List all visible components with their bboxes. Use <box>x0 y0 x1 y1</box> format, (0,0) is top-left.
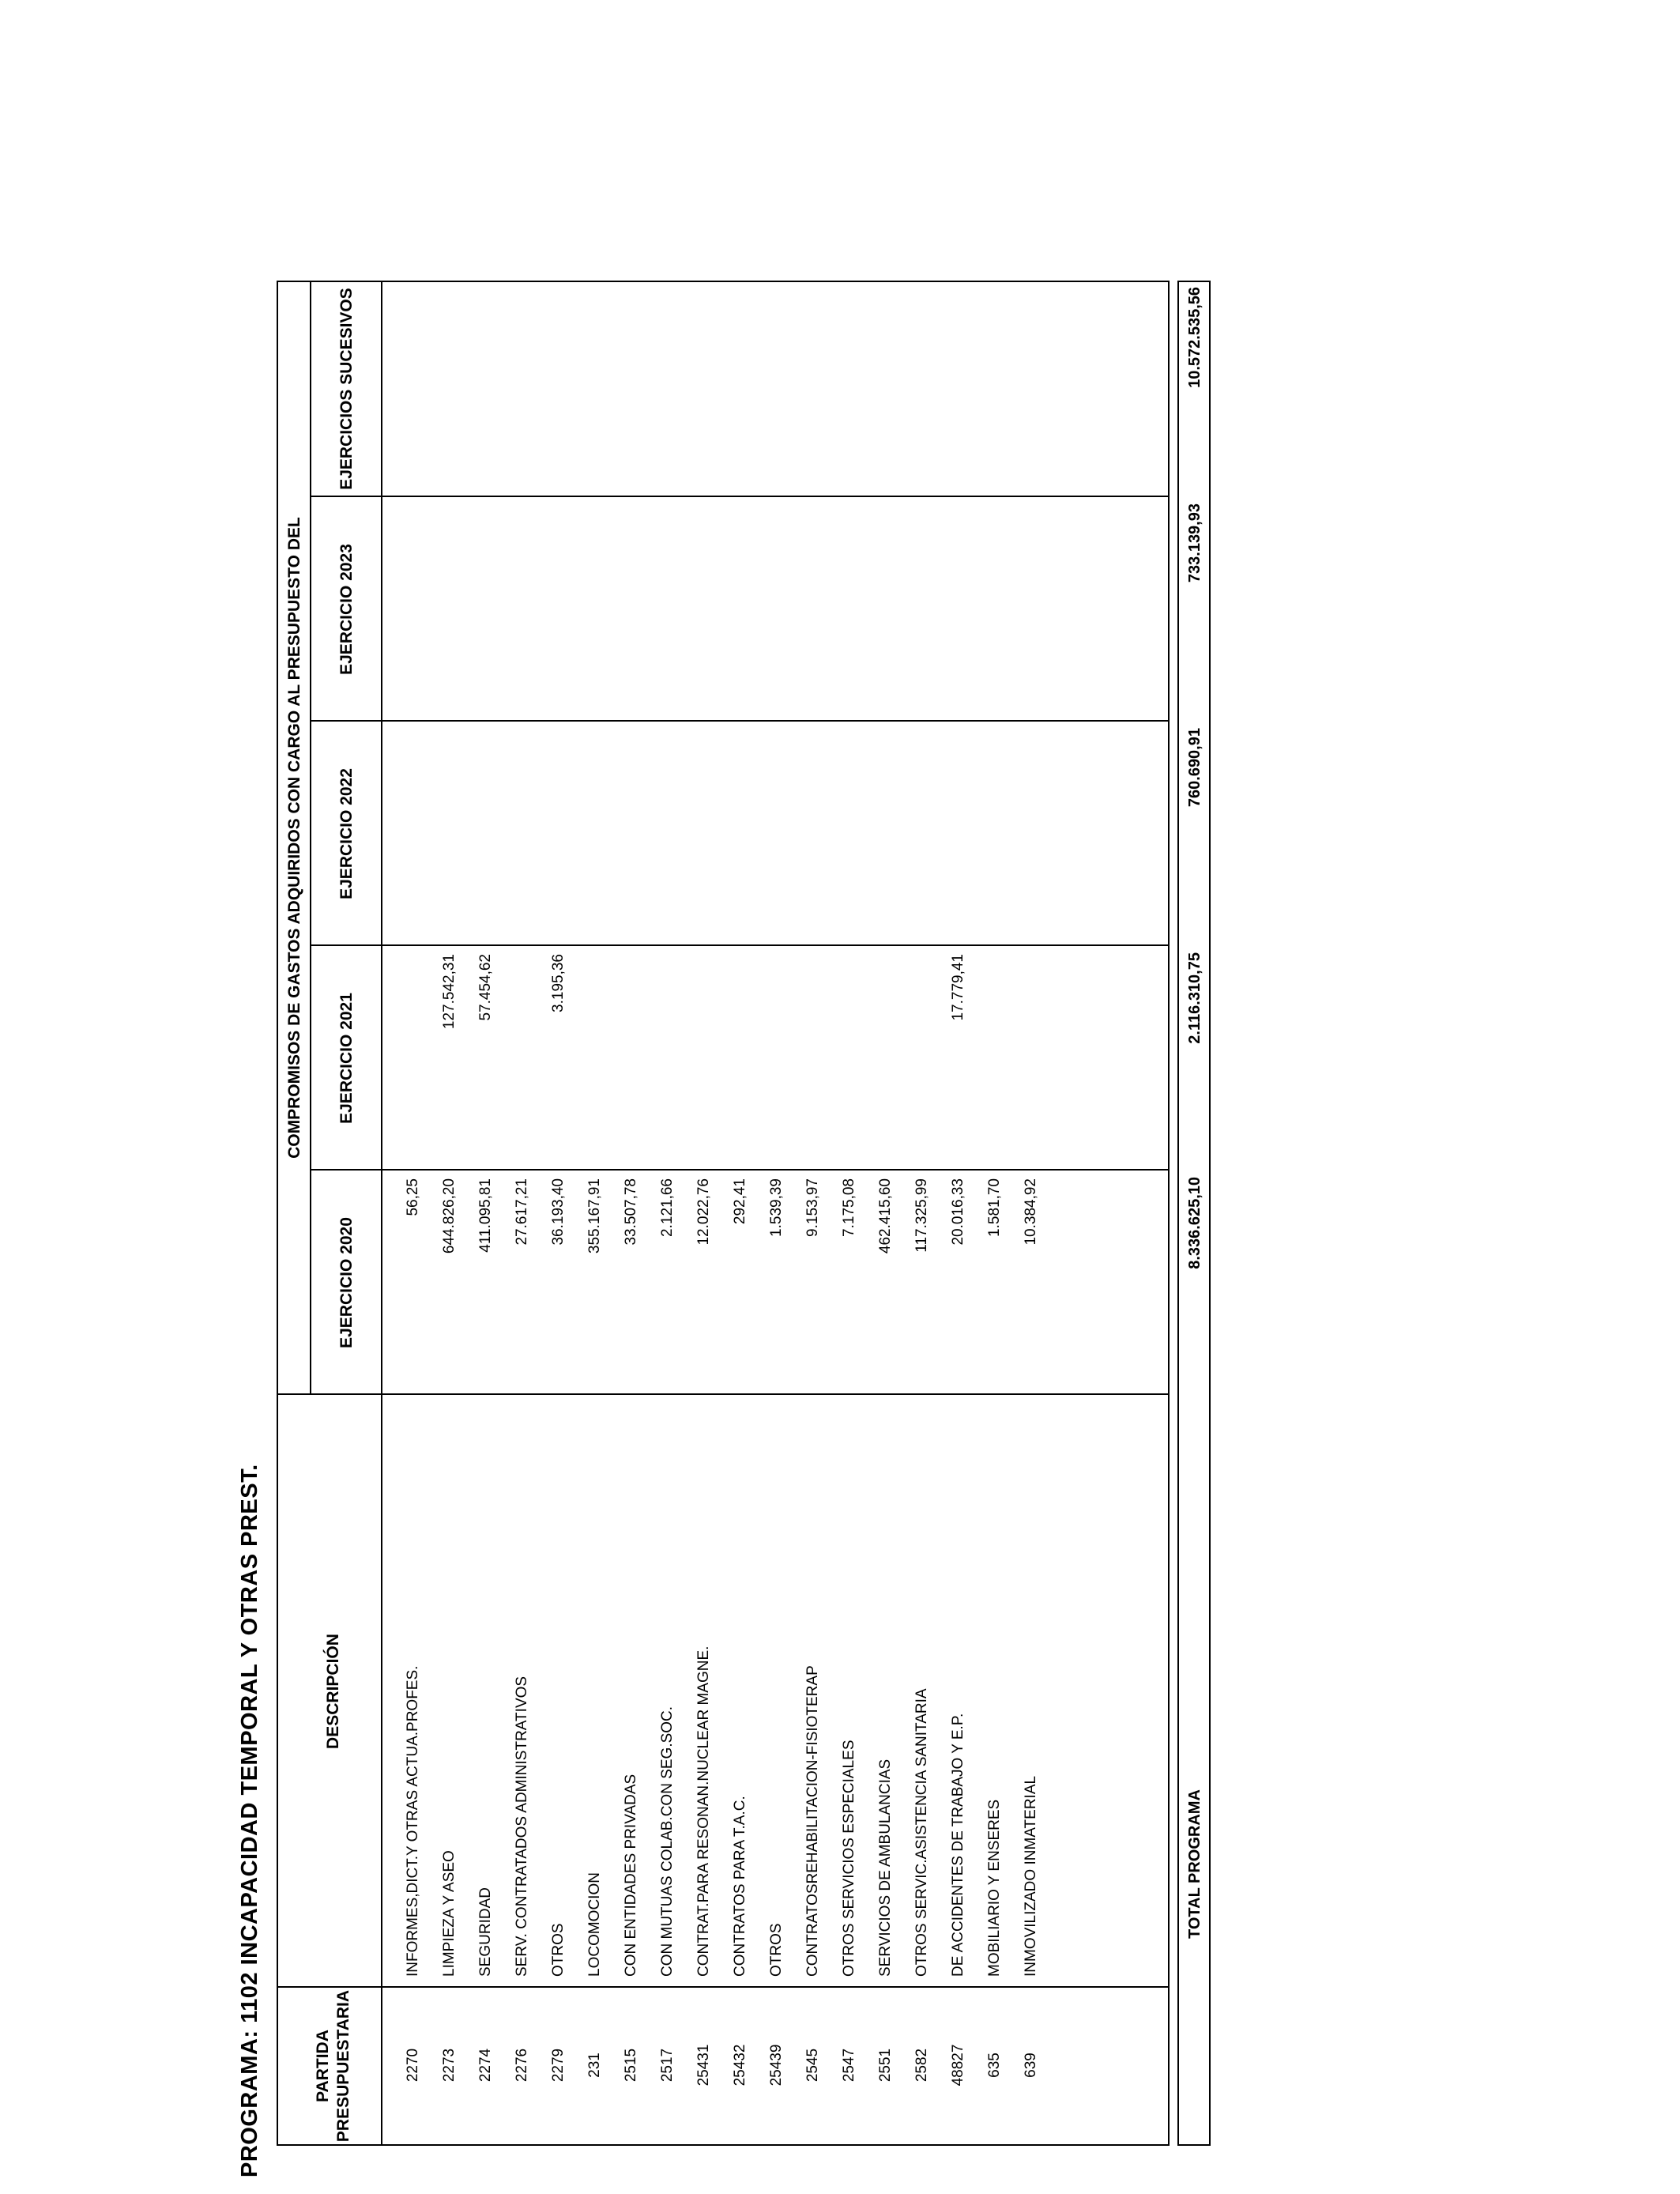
row-description: SERV. CONTRATADOS ADMINISTRATIVOS <box>514 1676 530 1977</box>
row-description: INFORMES,DICT.Y OTRAS ACTUA.PROFES. <box>405 1665 421 1977</box>
ejercicio-2020-header: EJERCICIO 2020 <box>337 1217 356 1348</box>
partida-code: 635 <box>986 2053 1003 2078</box>
row-ejercicio-2020: 462.415,60 <box>877 1178 894 1254</box>
row-description: SEGURIDAD <box>477 1887 494 1977</box>
partida-code: 2547 <box>841 2048 857 2083</box>
row-ejercicio-2020: 292,41 <box>732 1178 748 1225</box>
row-ejercicio-2020: 2.121,66 <box>659 1178 676 1237</box>
total-2020: 8.336.625,10 <box>1186 1177 1203 1269</box>
total-2021: 2.116.310,75 <box>1186 952 1203 1044</box>
partida-code: 2279 <box>550 2048 567 2083</box>
row-description: LOCOMOCION <box>586 1872 603 1977</box>
row-ejercicio-2020: 7.175,08 <box>841 1178 857 1237</box>
group-header: COMPROMISOS DE GASTOS ADQUIRIDOS CON CARGO AL PRESUPUESTO DEL <box>285 517 303 1159</box>
row-ejercicio-2020: 1.539,39 <box>768 1178 785 1237</box>
partida-code: 231 <box>586 2053 603 2078</box>
partida-header <box>313 1988 354 2144</box>
budget-table <box>277 281 1170 2146</box>
row-ejercicio-2020: 27.617,21 <box>514 1178 530 1246</box>
total-2022: 760.690,91 <box>1186 728 1203 808</box>
ejercicio-2021-header: EJERCICIO 2021 <box>337 993 356 1124</box>
partida-code: 2273 <box>441 2048 458 2083</box>
partida-code: 2545 <box>804 2048 821 2083</box>
column-divider <box>310 944 1168 946</box>
row-description: OTROS <box>550 1923 567 1977</box>
row-description: INMOVILIZADO INMATERIAL <box>1023 1775 1039 1977</box>
partida-code: 2551 <box>877 2048 894 2083</box>
row-description: OTROS SERVICIOS ESPECIALES <box>841 1740 857 1977</box>
partida-code: 2276 <box>514 2048 530 2083</box>
partida-code: 2517 <box>659 2048 676 2083</box>
page-title: PROGRAMA: 1102 INCAPACIDAD TEMPORAL Y OTRAS PREST. <box>237 1464 262 2177</box>
row-ejercicio-2020: 1.581,70 <box>986 1178 1003 1237</box>
ejercicios-sucesivos-header: EJERCICIOS SUCESIVOS <box>337 288 356 490</box>
row-description: CON ENTIDADES PRIVADAS <box>623 1774 639 1977</box>
row-description: CONTRATOS PARA T.A.C. <box>732 1796 748 1977</box>
row-description: LIMPIEZA Y ASEO <box>441 1850 458 1977</box>
row-description: CONTRAT.PARA RESONAN.NUCLEAR MAGNE. <box>695 1646 712 1977</box>
row-ejercicio-2020: 355.167,91 <box>586 1178 603 1254</box>
partida-code: 48827 <box>950 2044 966 2087</box>
total-2023: 733.139,93 <box>1186 503 1203 583</box>
total-label: TOTAL PROGRAMA <box>1186 1789 1203 1939</box>
total-sucesivos: 10.572.535,56 <box>1186 287 1203 388</box>
partida-code: 25431 <box>695 2044 712 2087</box>
partida-code: 25439 <box>768 2044 785 2087</box>
ejercicio-2022-header: EJERCICIO 2022 <box>337 768 356 899</box>
partida-code: 2270 <box>405 2048 421 2083</box>
partida-code: 25432 <box>732 2044 748 2087</box>
row-ejercicio-2020: 56,25 <box>405 1178 421 1216</box>
row-description: CON MUTUAS COLAB.CON SEG.SOC. <box>659 1706 676 1977</box>
row-ejercicio-2021: 127.542,31 <box>441 954 458 1030</box>
row-ejercicio-2020: 33.507,78 <box>623 1178 639 1246</box>
row-description: OTROS <box>768 1923 785 1977</box>
row-description: CONTRATOSREHABILITACION-FISIOTERAP <box>804 1665 821 1977</box>
row-description: SERVICIOS DE AMBULANCIAS <box>877 1759 894 1977</box>
partida-code: 2582 <box>913 2048 930 2083</box>
total-row <box>1177 281 1211 2146</box>
column-divider <box>310 496 1168 497</box>
column-divider <box>310 720 1168 722</box>
partida-code: 2515 <box>623 2048 639 2083</box>
budget-sheet <box>237 225 1209 2177</box>
row-ejercicio-2021: 17.779,41 <box>950 954 966 1021</box>
row-ejercicio-2020: 411.095,81 <box>477 1178 494 1253</box>
row-description: DE ACCIDENTES DE TRABAJO Y E.P. <box>950 1713 966 1977</box>
row-ejercicio-2020: 117.325,99 <box>913 1178 930 1253</box>
partida-code: 2274 <box>477 2048 494 2083</box>
partida-header-line2: PRESUPUESTARIA <box>334 1989 352 2143</box>
header-divider <box>310 282 311 1395</box>
row-ejercicio-2020: 12.022,76 <box>695 1178 712 1246</box>
row-ejercicio-2020: 9.153,97 <box>804 1178 821 1237</box>
row-description: MOBILIARIO Y ENSERES <box>986 1799 1003 1977</box>
row-ejercicio-2021: 57.454,62 <box>477 954 494 1021</box>
row-ejercicio-2020: 36.193,40 <box>550 1178 567 1246</box>
column-divider <box>310 1169 1168 1171</box>
header-divider <box>381 282 382 2144</box>
row-ejercicio-2021: 3.195,36 <box>550 954 567 1012</box>
row-description: OTROS SERVIC.ASISTENCIA SANITARIA <box>913 1688 930 1977</box>
partida-header-line1: PARTIDA <box>314 2030 332 2102</box>
descripcion-header: DESCRIPCIÓN <box>324 1634 342 1749</box>
partida-code: 639 <box>1023 2053 1039 2078</box>
row-ejercicio-2020: 10.384,92 <box>1023 1178 1039 1246</box>
row-ejercicio-2020: 20.016,33 <box>950 1178 966 1246</box>
row-ejercicio-2020: 644.826,20 <box>441 1178 458 1254</box>
ejercicio-2023-header: EJERCICIO 2023 <box>337 544 356 675</box>
